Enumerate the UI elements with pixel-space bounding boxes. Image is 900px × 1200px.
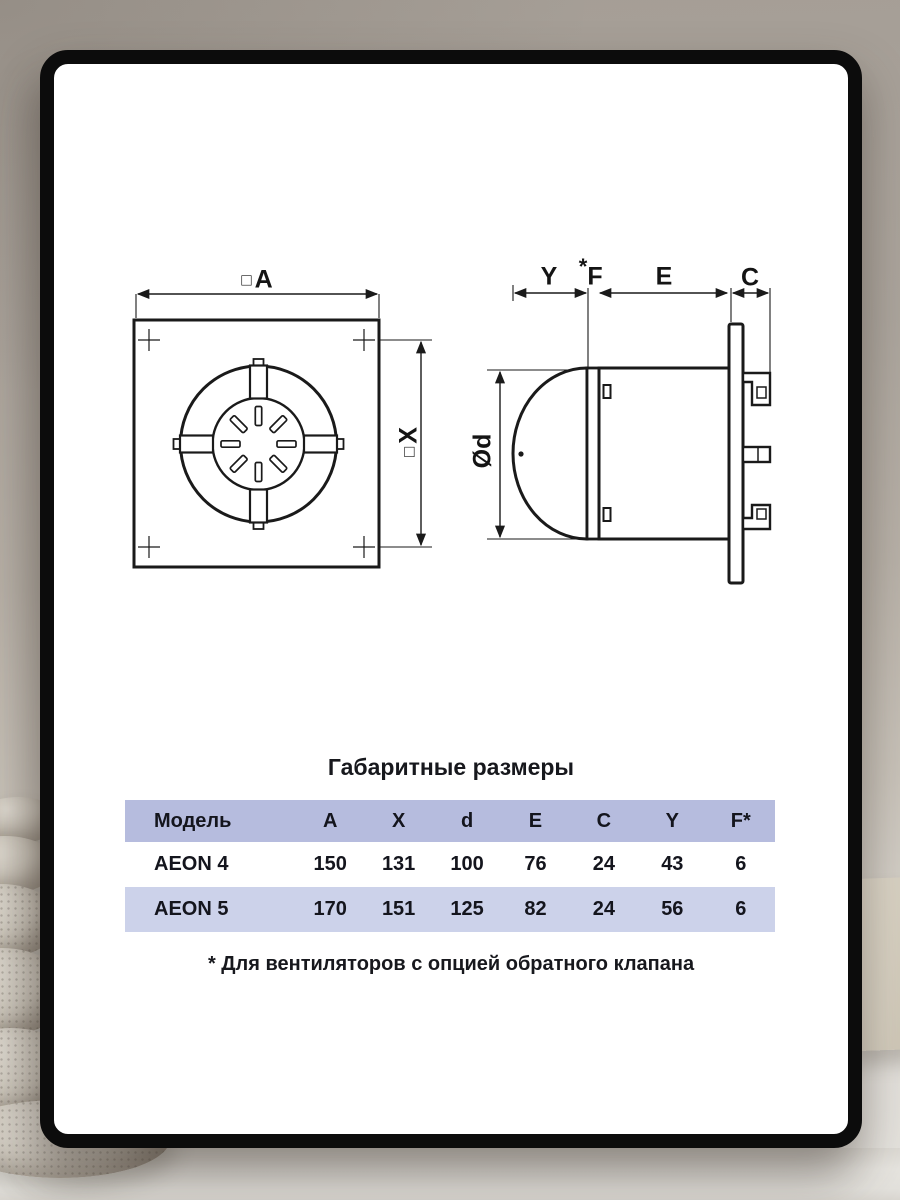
dim-label-x: [394, 427, 423, 457]
cell-value: 24: [592, 898, 616, 920]
square-symbol: □: [399, 446, 419, 457]
cell-value: 6: [735, 898, 747, 920]
footnote: * Для вентиляторов с опцией обратного клапана: [207, 953, 695, 975]
front-panel: [587, 368, 599, 539]
cell-value: 100: [450, 853, 484, 875]
dim-label-f-asterisk: *: [578, 254, 588, 279]
table-row-aeon5: [125, 887, 775, 932]
fan-front-view-drawing: [120, 255, 440, 585]
cell-value: 82: [524, 898, 547, 920]
cover-dot: [518, 451, 523, 456]
duct-clip-middle: [743, 447, 770, 462]
dimensions-table: [125, 800, 775, 932]
column-header-x: X: [364, 800, 432, 842]
front-cover-dome: [513, 368, 587, 539]
blade-slot: [255, 407, 261, 426]
column-header-d: d: [433, 800, 501, 842]
ring-clip: [250, 359, 267, 399]
table-header-row: [125, 800, 775, 842]
column-header-c: C: [570, 800, 638, 842]
column-header-f: F*: [707, 800, 775, 842]
section-title: Габаритные размеры: [327, 754, 575, 780]
duct-clip-bottom-notch: [757, 509, 766, 519]
cell-model: AEON 5: [154, 898, 229, 920]
cell-value: 170: [313, 898, 347, 920]
dim-label-f: F: [587, 262, 603, 291]
body-latch: [604, 385, 611, 398]
cell-value: 151: [381, 898, 416, 920]
square-symbol: □: [241, 270, 252, 290]
cell-value: 76: [524, 853, 547, 875]
mounting-flange: [729, 324, 743, 583]
cell-value: 131: [381, 853, 416, 875]
dim-label-c: C: [740, 263, 760, 292]
dim-letter-x: X: [394, 427, 423, 444]
table-row-aeon4: [125, 842, 775, 887]
cell-value: 24: [592, 853, 616, 875]
dim-label-a: [241, 265, 273, 294]
cell-value: 150: [313, 853, 347, 875]
dim-label-diameter: Ød: [468, 433, 497, 469]
column-header-e: E: [501, 800, 569, 842]
duct-clip-top-notch: [757, 387, 766, 398]
column-header-a: A: [296, 800, 364, 842]
body-latch: [604, 508, 611, 521]
cell-value: 6: [735, 853, 747, 875]
cell-value: 56: [661, 898, 684, 920]
cell-value: 43: [661, 853, 684, 875]
fan-body: [599, 368, 729, 539]
column-header-model: Модель: [125, 800, 296, 842]
cell-model: AEON 4: [154, 853, 229, 875]
dim-label-e: E: [655, 262, 673, 291]
dim-a-extension-lines: [136, 294, 379, 318]
fan-side-view-drawing: [460, 255, 800, 600]
cell-value: 125: [450, 898, 484, 920]
dim-letter-a: A: [254, 265, 273, 294]
spec-card: [40, 50, 862, 1148]
column-header-y: Y: [638, 800, 706, 842]
dim-label-y: Y: [540, 262, 558, 291]
